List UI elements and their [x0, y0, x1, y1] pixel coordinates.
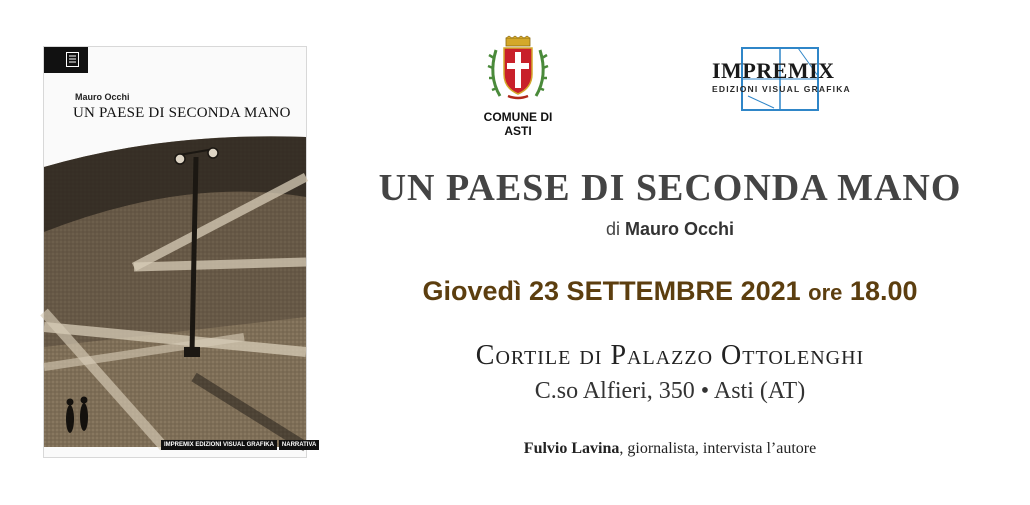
event-title: UN PAESE DI SECONDA MANO [378, 167, 962, 209]
event-address: C.so Alfieri, 350 • Asti (AT) [534, 378, 806, 404]
comune-di-asti-logo [478, 36, 558, 144]
book-icon [66, 52, 79, 67]
crest-icon [486, 36, 550, 102]
time-prefix: ore [808, 280, 843, 305]
cover-title: UN PAESE DI SECONDA MANO [73, 105, 291, 121]
interviewer-name: Fulvio Lavina [523, 440, 620, 457]
impremix-name: IMPREMIX [712, 58, 835, 83]
cover-publisher-label: IMPREMIX EDIZIONI VISUAL GRAFIKA [161, 440, 277, 450]
cover-series-label: NARRATIVA [279, 440, 319, 450]
interviewer-note [320, 440, 1020, 458]
asti-label: ASTI [504, 124, 532, 138]
comune-label: COMUNE DI [483, 110, 553, 124]
by-prefix: di [605, 219, 620, 239]
publisher-badge [44, 47, 88, 73]
date-main: Giovedì 23 SETTEMBRE 2021 [422, 276, 801, 306]
event-author: Mauro Occhi [625, 219, 735, 239]
by-line [320, 219, 1020, 240]
book-cover [43, 46, 317, 458]
impremix-subtitle: EDIZIONI VISUAL GRAFIKA [712, 84, 851, 94]
cover-author: Mauro Occhi [75, 92, 130, 102]
interviewer-role: , giornalista, intervista l’autore [619, 440, 817, 457]
event-time: 18.00 [849, 276, 918, 306]
impremix-logo [708, 46, 858, 112]
event-venue: Cortile di Palazzo Ottolenghi [475, 340, 865, 371]
cover-footer [161, 440, 319, 450]
event-date [320, 276, 1020, 307]
cover-photo [44, 137, 306, 447]
